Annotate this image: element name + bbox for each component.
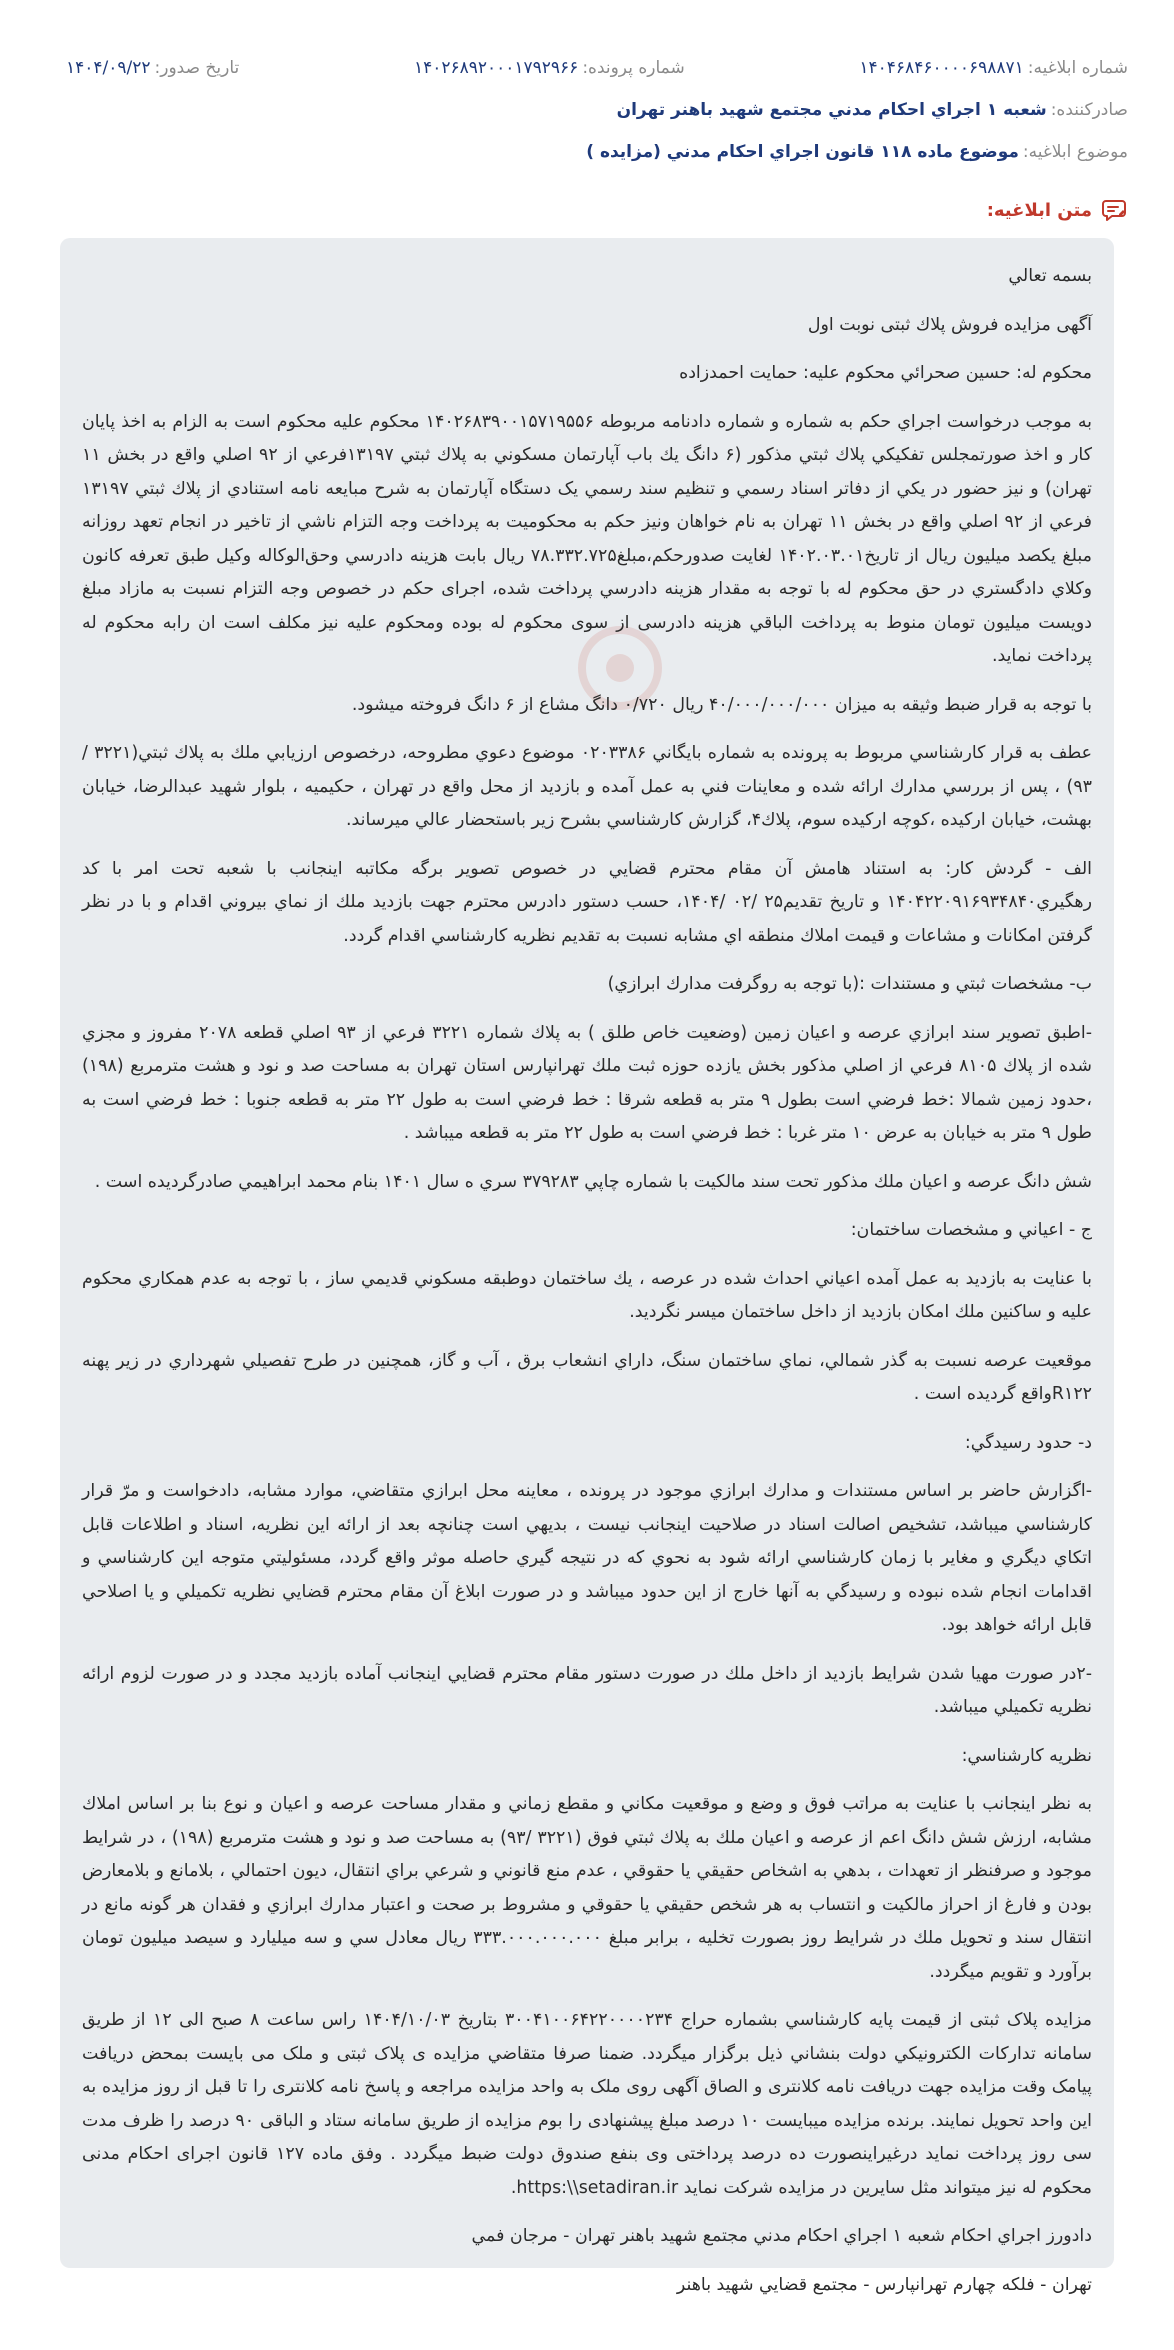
body-paragraph: د- حدود رسيدگي: [964, 1432, 1092, 1453]
issue-date [66, 58, 239, 78]
body-paragraph: -اگزارش حاضر بر اساس مستندات و مدارك ابرازي موجود در پرونده ، معاينه محل ابرازي متقاضي، موارد مشابه، دادخواست و مرّ قرار كارشناسي ميباشد، تشخيص اصالت اسناد در صلاحيت اينجانب نيست ، بديهي است چنانچه بعد از ارائه اين نظريه، اسناد و اطلاعات قابل اتكاي ديگري و مغاير با زمان كارشناسي ارائه شود به نحوي كه در نتيجه گيري حاصله موثر واقع گردد، مسئوليتي متوجه اين كارشناسي و اقدامات انجام شده نبوده و رسيدگي به آنها خارج از اين حدود ميباشد و در صورت ابلاغ آن مقام محترم قضايي نظريه تكميلي و يا اصلاحي قابل ارائه خواهد بود. [82, 1481, 1092, 1635]
file-number-value: ۱۴۰۲۶۸۹۲۰۰۰۱۷۹۲۹۶۶ [413, 58, 579, 78]
meta-row-numbers [46, 50, 1128, 86]
issue-date-value: ۱۴۰۴/۰۹/۲۲ [66, 58, 151, 78]
body-paragraph: بسمه تعالي [1008, 266, 1092, 286]
body-paragraph: -۲در صورت مهيا شدن شرايط بازديد از داخل ملك در صورت دستور مقام محترم قضايي اينجانب آماده بازديد مجدد و در صورت لزوم ارائه نظريه تكميلي ميباشد. [82, 1663, 1092, 1717]
body-paragraph: دادورز اجراي احكام شعبه ۱ اجراي احكام مدني مجتمع شهيد باهنر تهران - مرجان فمي [471, 2226, 1092, 2246]
notice-number [859, 58, 1128, 78]
body-paragraph: نظريه كارشناسي: [961, 1745, 1092, 1766]
issuer-label: صادرکننده: [1050, 100, 1128, 120]
body-paragraph: الف - گردش كار: به استناد هامش آن مقام محترم قضايي در خصوص تصوير برگه مكاتبه اينجانب با شعبه تحت امر با كد رهگيري۱۴۰۴۲۲۰۹۱۶۹۳۴۸۴۰ و تاريخ تقديم۲۵ /۰۲ /۱۴۰۴، حسب دستور دادرس محترم جهت بازديد ملك از نماي بيروني اقدام و با در نظر گرفتن امكانات و مشاعات و قيمت املاك منطقه اي مشابه نسبت به تقديم نظريه كارشناسي اقدام گردد. [82, 858, 1093, 946]
body-paragraph: محكوم له: حسين صحرائي محكوم عليه: حمايت احمدزاده [679, 363, 1092, 383]
section-title: متن ابلاغیه: [986, 199, 1092, 221]
body-paragraph: ب- مشخصات ثبتي و مستندات :(با توجه به روگرفت مدارك ابرازي) [607, 974, 1092, 994]
file-number-label: شماره پرونده: [582, 58, 685, 78]
subject-label: موضوع ابلاغیه: [1022, 142, 1128, 162]
issuer-value: شعبه ۱ اجراي احكام مدني مجتمع شهيد باهنر تهران [616, 100, 1047, 120]
body-paragraph: عطف به قرار كارشناسي مربوط به پرونده به شماره بايگاني ۰۲۰۳۳۸۶ موضوع دعوي مطروحه، درخصوص ارزيابي ملك به پلاك ثبتي(۳۲۲۱ /۹۳) ، پس از بررسي مدارك ارائه شده و معاينات فني به عمل آمده و بازديد از محل واقع در تهران ، حكيميه ، بلوار شهيد عبدالرضا، خيابان بهشت، خيابان اركيده ،كوچه اركيده سوم، پلاك۴، گزارش كارشناسي بشرح زير باستحضار عالي ميرساند. [82, 743, 1092, 830]
meta-row-issuer [46, 92, 1128, 128]
issue-date-label: تاریخ صدور: [154, 58, 240, 78]
body-paragraph: شش دانگ عرصه و اعيان ملك مذكور تحت سند مالكيت با شماره چاپي ۳۷۹۲۸۳ سري ه سال ۱۴۰۱ بنام محمد ابراهيمي صادرگرديده است . [94, 1171, 1092, 1192]
body-paragraph: ج - اعياني و مشخصات ساختمان: [850, 1220, 1092, 1240]
meta-row-subject [46, 134, 1128, 170]
section-header [987, 196, 1128, 224]
body-paragraph: آگهی مزايده فروش پلاك ثبتی نوبت اول [807, 314, 1092, 335]
notice-body [82, 260, 1092, 2302]
body-paragraph: مزايده پلاک ثبتی از قيمت پايه كارشناسي بشماره حراج ۳۰۰۴۱۰۰۶۴۲۲۰۰۰۰۲۳۴ بتاريخ ۱۴۰۴/۱۰/۰۳ راس ساعت ۸ صبح الی ۱۲ از طريق سامانه تداركات الكترونيكي دولت بنشاني ذيل برگزار ميگردد. ضمنا صرفا متقاضي مزايده ی پلاک ثبتی و ملک می بايست بمحض دريافت پيامک وقت مزايده جهت دريافت نامه کلانتری و الصاق آگهی روی ملک به واحد مزايده مراجعه و پاسخ نامه کلانتری را تا قبل از روز مزايده به اين واحد تحويل نمايند. برنده مزايده ميبايست ۱۰ درصد مبلغ پيشنهادی را بوم مزايده از طريق سامانه ستاد و الباقی ۹۰ درصد را ظرف مدت سی روز پرداخت نمايد درغيراينصورت ده درصد پرداختی وی بنفع صندوق دولت ضبط ميگردد . وفق ماده ۱۲۷ قانون اجرای احکام مدنی محکوم له نيز ميتواند مثل سايرين در مزايده شرکت نمايد https:\\setadiran.ir. [82, 2010, 1093, 2198]
notice-number-label: شماره ابلاغیه: [1027, 58, 1128, 78]
file-number [414, 58, 685, 78]
subject-value: موضوع ماده ۱۱۸ قانون اجراي احكام مدني (مزايده ) [586, 142, 1019, 162]
notice-body-card [60, 238, 1114, 2295]
body-paragraph: با عنايت به بازديد به عمل آمده اعياني احداث شده در عرصه ، يك ساختمان دوطبقه مسكوني قديمي ساز ، با توجه به عدم همكاري محكوم عليه و ساكنين ملك امكان بازديد از داخل ساختمان ميسر نگرديد. [82, 1268, 1092, 1322]
message-edit-icon [1100, 196, 1128, 224]
body-paragraph: با توجه به قرار ضبط وثيقه به ميزان ۴۰/۰۰۰/۰۰۰/۰۰۰ ريال ۰/۷۲۰ دانگ مشاع از ۶ دانگ فروخته ميشود. [351, 694, 1092, 715]
body-paragraph: به نظر اينجانب با عنايت به مراتب فوق و وضع و موقعيت مكاني و مقطع زماني و مقدار مساحت عرصه و اعيان و نوع بنا بر اساس املاك مشابه، ارزش شش دانگ اعم از عرصه و اعيان ملك به پلاك ثبتي فوق (۳۲۲۱ /۹۳) به مساحت صد و نود و هشت مترمربع (۱۹۸) ، در شرايط موجود و صرفنظر از تعهدات ، بدهي به اشخاص حقيقي يا حقوقي ، عدم منع قانوني و شرعي براي انتقال، ديون احتمالي ، بلامانع و بلامعارض بودن و فارغ از احراز مالكيت و انتساب به هر شخص حقيقي يا حقوقي و مشروط بر صحت و اعتبار مدارك ابرازي و فقدان هر گونه مانع در انتقال سند و تحويل ملك در شرايط روز بصورت تخليه ، برابر مبلغ ۳۳۳.۰۰۰.۰۰۰.۰۰۰ ريال معادل سي و سه ميليارد و سيصد ميليون تومان برآورد و تقويم ميگردد. [82, 1794, 1093, 1982]
body-paragraph: به موجب درخواست اجراي حكم به شماره و شماره دادنامه مربوطه ۱۴۰۲۶۸۳۹۰۰۱۵۷۱۹۵۵۶ محكوم عليه محكوم است به الزام به اخذ پايان كار و اخذ صورتمجلس تفكيكي پلاك ثبتي مذكور (۶ دانگ يك باب آپارتمان مسكوني به پلاك ثبتي ۱۳۱۹۷فرعي از ۹۲ اصلي واقع در بخش ۱۱ تهران) و نيز حضور در يكي از دفاتر اسناد رسمي و تنظيم سند رسمي یک دستگاه آپارتمان به شرح مبايعه نامه استنادي از پلاك ثبتي ۱۳۱۹۷ فرعي از ۹۲ اصلي واقع در بخش ۱۱ تهران به نام خواهان ونيز حكم به محكوميت به پرداخت وجه التزام ناشي از تاخير در انجام تعهد روزانه مبلغ يكصد ميليون ريال از تاريخ۱۴۰۲.۰۳.۰۱ لغايت صدورحكم،مبلغ۷۸.۳۳۲.۷۲۵ ريال بابت هزينه دادرسي وحق‌الوكاله وكيل طبق تعرفه كانون وكلاي دادگستري در حق محكوم له با توجه به مقدار هزينه دادرسي پرداخت شده، اجرای حكم در خصوص وجه التزام نسبت به مازاد مبلغ دويست ميليون تومان منوط به پرداخت الباقي هزينه دادرسی از سوی محکوم له بوده ومحكوم عليه نيز مكلف است ان رابه محكوم له پرداخت نمايد. [82, 411, 1092, 666]
body-paragraph: تهران - فلكه چهارم تهرانپارس - مجتمع قضايي شهيد باهنر [676, 2274, 1092, 2295]
body-paragraph: موقعيت عرصه نسبت به گذر شمالي، نماي ساختمان سنگ، داراي انشعاب برق ، آب و گاز، همچنين در طرح تفصيلي شهرداري در زير پهنه R۱۲۲واقع گرديده است . [82, 1350, 1092, 1404]
notice-number-value: ۱۴۰۴۶۸۴۶۰۰۰۰۶۹۸۸۷۱ [859, 58, 1024, 78]
body-paragraph: -اطبق تصوير سند ابرازي عرصه و اعيان زمين (وضعيت خاص طلق ) به پلاك شماره ۳۲۲۱ فرعي از ۹۳ اصلي قطعه ۲۰۷۸ مفروز و مجزي شده از پلاك ۸۱۰۵ فرعي از اصلي مذكور بخش يازده حوزه ثبت ملك تهرانپارس استان تهران به مساحت صد و نود و هشت مترمربع (۱۹۸) ،حدود زمين شمالا :خط فرضي است بطول ۹ متر به قطعه شرقا : خط فرضي است به طول ۲۲ متر به قطعه جنوبا : خط فرضي است به طول ۹ متر به خيابان به عرض ۱۰ متر غربا : خط فرضي است به طول ۲۲ متر به قطعه ميباشد . [82, 1022, 1093, 1143]
